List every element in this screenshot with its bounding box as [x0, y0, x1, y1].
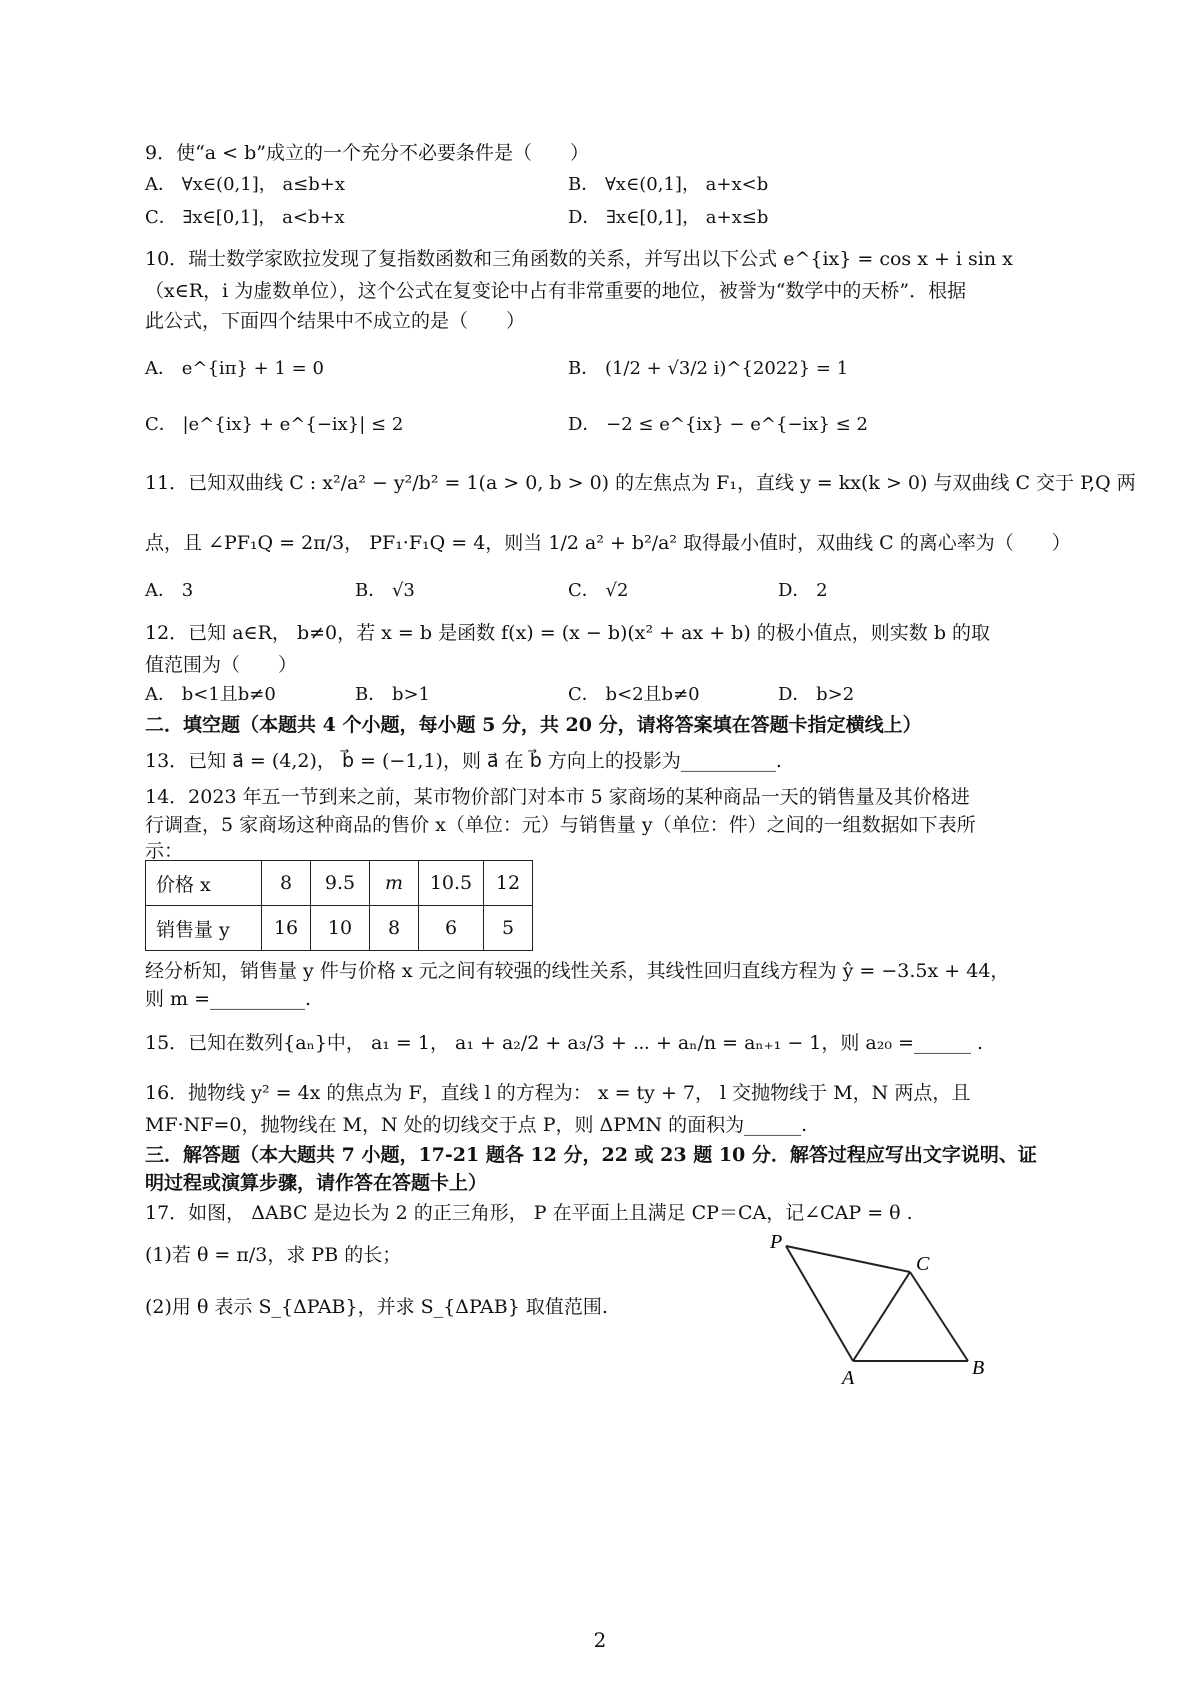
- table-cell: 16: [262, 906, 311, 951]
- q9-option-a: A． ∀x∈(0,1]， a≤b+x: [145, 174, 346, 195]
- q10-option-b: B． (1/2 + √3/2 i)^{2022} = 1: [568, 358, 849, 379]
- q13: 13．已知 a⃗ = (4,2)， b⃗ = (−1,1)，则 a⃗ 在 b⃗ 方向上的投影为__________.: [145, 750, 782, 772]
- q9-option-b: B． ∀x∈(0,1]， a+x<b: [568, 174, 769, 195]
- q15: 15．已知在数列{aₙ}中， a₁ = 1， a₁ + a₂/2 + a₃/3 + ⋯ + aₙ/n = aₙ₊₁ − 1，则 a₂₀ =______ .: [145, 1032, 984, 1054]
- label-a: A: [842, 1367, 855, 1388]
- table-cell: 9.5: [311, 861, 370, 906]
- q10-line1: 10．瑞士数学家欧拉发现了复指数函数和三角函数的关系，并写出以下公式 e^{ix} = cos x + i sin x: [145, 248, 1013, 270]
- q12-line2: 值范围为（ ）: [145, 654, 298, 676]
- label-b: B: [972, 1357, 985, 1379]
- table-cell: 5: [484, 906, 533, 951]
- q10-line3: 此公式，下面四个结果中不成立的是（ ）: [145, 310, 526, 332]
- q14-line2: 行调查，5 家商场这种商品的售价 x（单位：元）与销售量 y（单位：件）之间的一组数据如下表所: [145, 814, 976, 836]
- q10-option-c: C． |e^{ix} + e^{−ix}| ≤ 2: [145, 414, 404, 435]
- q16-line1: 16．抛物线 y² = 4x 的焦点为 F，直线 l 的方程为： x = ty + 7， l 交抛物线于 M，N 两点，且: [145, 1082, 971, 1104]
- q9-stem: 9．使“a < b”成立的一个充分不必要条件是（ ）: [145, 142, 590, 164]
- q14-line3: 示：: [145, 840, 184, 862]
- segment-cb: [910, 1272, 968, 1361]
- table-cell: m: [370, 861, 419, 906]
- table-cell: 10: [311, 906, 370, 951]
- label-c: C: [916, 1253, 930, 1275]
- q10-line2: （x∈R，i 为虚数单位），这个公式在复变论中占有非常重要的地位，被誉为“数学中的天桥”．根据: [145, 280, 967, 302]
- table-cell: 价格 x: [146, 861, 262, 906]
- label-p: P: [770, 1231, 783, 1253]
- page-number: 2: [593, 1628, 607, 1652]
- triangle-figure: [758, 1228, 1008, 1388]
- price-sales-table: [145, 860, 533, 951]
- section-solutions-heading-cont: 明过程或演算步骤，请作答在答题卡上）: [145, 1172, 488, 1194]
- q11-option-d: D． 2: [778, 580, 828, 601]
- table-cell: 10.5: [419, 861, 484, 906]
- q14-line1: 14．2023 年五一节到来之前，某市物价部门对本市 5 家商场的某种商品一天的销售量及其价格进: [145, 786, 970, 808]
- q17-part2: (2)用 θ 表示 S_{ΔPAB}，并求 S_{ΔPAB} 取值范围.: [145, 1296, 608, 1318]
- q12-option-c: C． b<2且b≠0: [568, 684, 700, 705]
- q11-line1: 11．已知双曲线 C : x²/a² − y²/b² = 1(a > 0, b > 0) 的左焦点为 F₁，直线 y = kx(k > 0) 与双曲线 C 交于 P,Q 两: [145, 472, 1136, 494]
- q12-option-d: D． b>2: [778, 684, 855, 705]
- q12-option-a: A． b<1且b≠0: [145, 684, 276, 705]
- q14-line5: 则 m =__________.: [145, 988, 312, 1010]
- q9-option-c: C． ∃x∈[0,1]， a<b+x: [145, 207, 345, 228]
- table-row: [146, 861, 533, 906]
- section-solutions-heading: 三．解答题（本大题共 7 小题，17-21 题各 12 分，22 或 23 题 10 分．解答过程应写出文字说明、证: [145, 1144, 1037, 1166]
- table-cell: 8: [262, 861, 311, 906]
- segment-pc: [786, 1246, 910, 1272]
- table-cell: 销售量 y: [146, 906, 262, 951]
- table-cell: 6: [419, 906, 484, 951]
- q17-part1: (1)若 θ = π/3，求 PB 的长；: [145, 1244, 402, 1266]
- q10-option-d: D． −2 ≤ e^{ix} − e^{−ix} ≤ 2: [568, 414, 868, 435]
- section-fill-in-heading: 二．填空题（本题共 4 个小题，每小题 5 分，共 20 分，请将答案填在答题卡指定横线上）: [145, 714, 922, 736]
- q16-line2: MF·NF=0，抛物线在 M，N 处的切线交于点 P，则 ΔPMN 的面积为______.: [145, 1114, 808, 1136]
- segment-ca: [853, 1272, 910, 1361]
- q9-option-d: D． ∃x∈[0,1]， a+x≤b: [568, 207, 769, 228]
- q12-line1: 12．已知 a∈R， b≠0，若 x = b 是函数 f(x) = (x − b)(x² + ax + b) 的极小值点，则实数 b 的取: [145, 622, 991, 644]
- q11-line2: 点，且 ∠PF₁Q = 2π/3， PF₁·F₁Q = 4，则当 1/2 a² + b²/a² 取得最小值时，双曲线 C 的离心率为（ ）: [145, 532, 1071, 554]
- table-cell: 8: [370, 906, 419, 951]
- q11-option-b: B． √3: [355, 580, 415, 601]
- q11-option-a: A． 3: [145, 580, 194, 601]
- q17-stem: 17．如图， ΔABC 是边长为 2 的正三角形， P 在平面上且满足 CP＝CA，记∠CAP = θ .: [145, 1202, 913, 1224]
- q14-line4: 经分析知，销售量 y 件与价格 x 元之间有较强的线性关系，其线性回归直线方程为 ŷ = −3.5x + 44，: [145, 960, 1010, 982]
- q11-option-c: C． √2: [568, 580, 629, 601]
- q10-option-a: A． e^{iπ} + 1 = 0: [145, 358, 324, 379]
- table-cell: 12: [484, 861, 533, 906]
- table-row: [146, 906, 533, 951]
- q12-option-b: B． b>1: [355, 684, 431, 705]
- segment-pa: [786, 1246, 853, 1361]
